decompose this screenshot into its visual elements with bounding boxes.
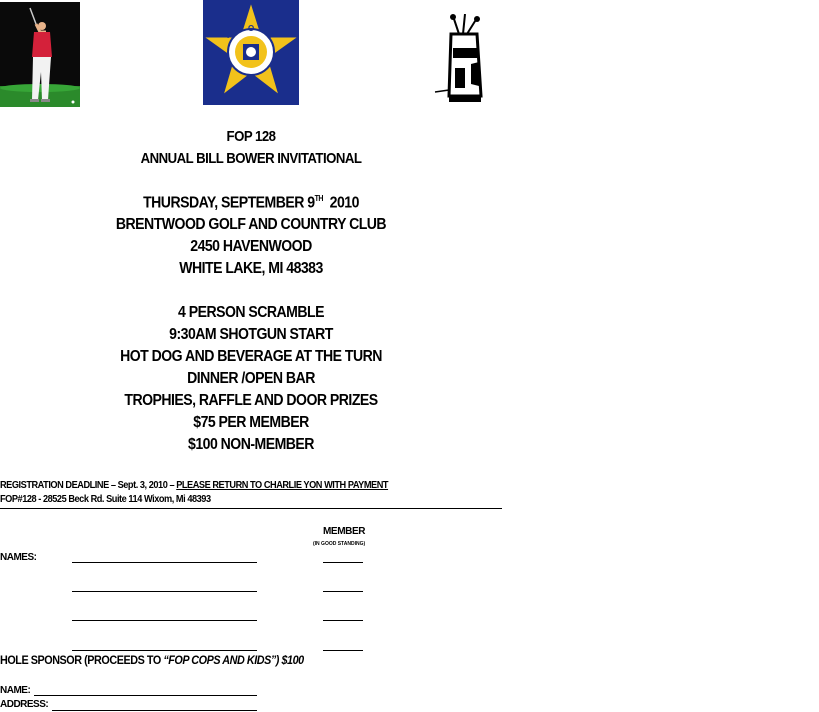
member-line-2[interactable] bbox=[323, 591, 363, 592]
divider bbox=[0, 508, 502, 509]
event-date-suffix: TH bbox=[314, 194, 323, 203]
hole-sponsor-charity: “FOP COPS AND KIDS”) bbox=[163, 653, 279, 667]
name-line-4[interactable] bbox=[72, 650, 257, 651]
member-header: MEMBER bbox=[323, 526, 366, 537]
event-date-main: THURSDAY, SEPTEMBER 9 bbox=[143, 194, 315, 212]
member-line-4[interactable] bbox=[323, 650, 363, 651]
golf-bag-image bbox=[433, 14, 491, 104]
detail-item: $100 NON-MEMBER bbox=[188, 436, 314, 453]
name-line-1[interactable] bbox=[72, 562, 257, 563]
hole-sponsor bbox=[0, 653, 304, 667]
event-venue: BRENTWOOD GOLF AND COUNTRY CLUB bbox=[115, 216, 387, 233]
deadline-text: REGISTRATION DEADLINE – Sept. 3, 2010 – bbox=[0, 480, 177, 491]
event-title: ANNUAL BILL BOWER INVITATIONAL bbox=[140, 150, 362, 167]
event-street: 2450 HAVENWOOD bbox=[190, 238, 312, 255]
event-date-year: 2010 bbox=[329, 194, 359, 212]
detail-item: HOT DOG AND BEVERAGE AT THE TURN bbox=[120, 348, 382, 365]
detail-item: TROPHIES, RAFFLE AND DOOR PRIZES bbox=[124, 392, 378, 409]
badge-letter-o: O bbox=[248, 24, 255, 33]
member-subheader: (IN GOOD STANDING) bbox=[313, 541, 366, 547]
detail-item: DINNER /OPEN BAR bbox=[187, 370, 315, 387]
names-label: NAMES: bbox=[0, 552, 37, 563]
event-city: WHITE LAKE, MI 48383 bbox=[179, 260, 323, 277]
detail-item: $75 PER MEMBER bbox=[193, 414, 309, 431]
name-label: NAME: bbox=[0, 685, 31, 696]
badge-letter-f: F bbox=[227, 31, 232, 40]
member-line-3[interactable] bbox=[323, 620, 363, 621]
name-line-3[interactable] bbox=[72, 620, 257, 621]
detail-item: 9:30AM SHOTGUN START bbox=[169, 326, 333, 343]
hole-sponsor-prefix: HOLE SPONSOR (PROCEEDS TO bbox=[0, 653, 164, 667]
badge-letter-p: P bbox=[269, 31, 275, 40]
mailing-address: FOP#128 - 28525 Beck Rd. Suite 114 Wixom, Mi 48393 bbox=[0, 494, 211, 505]
member-line-1[interactable] bbox=[323, 562, 363, 563]
registration-deadline bbox=[0, 480, 388, 491]
sponsor-name-line[interactable] bbox=[34, 695, 257, 696]
fop-badge-image bbox=[203, 0, 299, 105]
hole-sponsor-price: $100 bbox=[278, 653, 304, 667]
chapter-title: FOP 128 bbox=[226, 128, 276, 145]
name-line-2[interactable] bbox=[72, 591, 257, 592]
event-date bbox=[30, 194, 472, 212]
golfer-image bbox=[0, 2, 80, 107]
return-note: PLEASE RETURN TO CHARLIE YON WITH PAYMENT bbox=[176, 480, 389, 491]
address-label: ADDRESS: bbox=[0, 699, 49, 710]
sponsor-address-line[interactable] bbox=[52, 710, 257, 711]
detail-item: 4 PERSON SCRAMBLE bbox=[178, 304, 324, 321]
